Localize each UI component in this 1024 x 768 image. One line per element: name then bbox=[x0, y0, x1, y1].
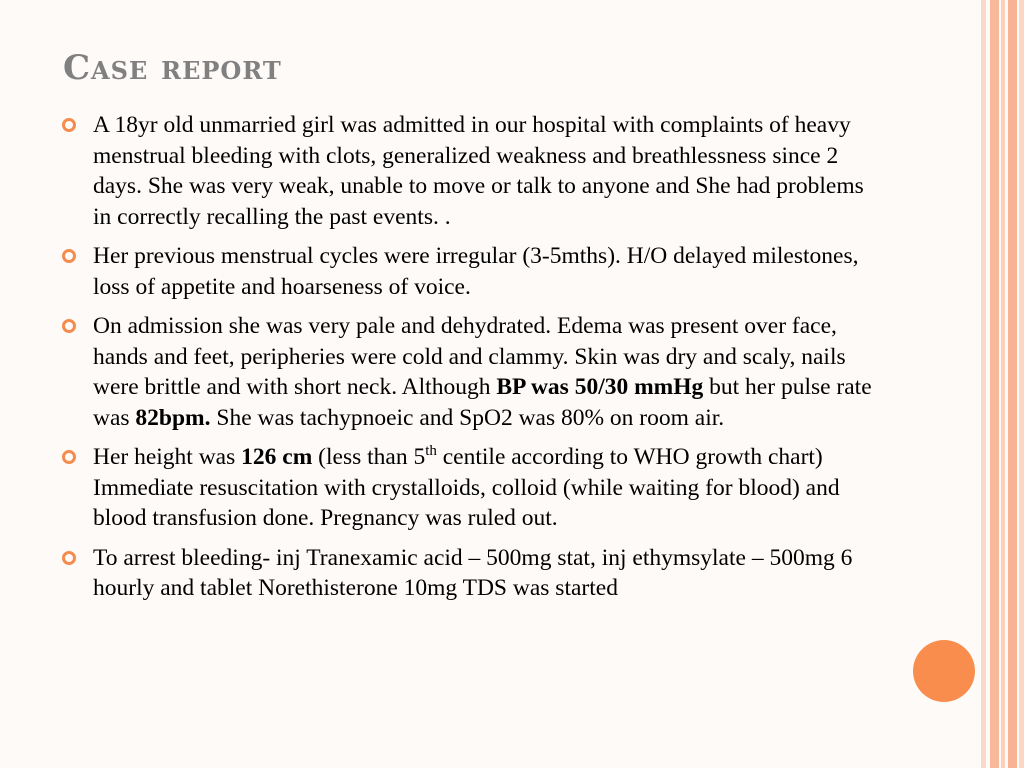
decorative-stripe bbox=[1001, 0, 1005, 768]
bullet-text: Her height was bbox=[93, 444, 242, 470]
bullet-text: centile according to WHO growth chart) Immediate resuscitation with crystalloids, colloid (while waiting for blood) and blood transfusion done. Pregnancy was ruled out. bbox=[93, 444, 840, 531]
decorative-circle-icon bbox=[913, 640, 975, 702]
pulse-value: 82bpm. bbox=[135, 404, 211, 431]
bp-value: BP was 50/30 mmHg bbox=[496, 374, 704, 400]
bullet-marker-icon bbox=[62, 551, 76, 565]
bullet-marker-icon bbox=[62, 450, 76, 464]
bullet-marker-icon bbox=[62, 118, 76, 132]
bullet-item bbox=[60, 241, 880, 302]
bullet-item bbox=[60, 442, 880, 534]
bullet-item bbox=[60, 543, 880, 604]
bullet-text: On admission she was very pale and dehydrated. Edema was present over face, hands and feet, peripheries were cold and clammy. Skin was dry and scaly, nails were brittle and with short neck. Although bbox=[93, 313, 846, 400]
decorative-stripe bbox=[990, 0, 999, 768]
decorative-stripe bbox=[981, 0, 986, 768]
bullet-list bbox=[60, 110, 880, 613]
bullet-text: To arrest bleeding- inj Tranexamic acid – 500mg stat, inj ethymsylate – 500mg 6 hourly and tablet Norethisterone 10mg TDS was started bbox=[93, 544, 853, 601]
bullet-marker-icon bbox=[62, 249, 76, 263]
bullet-text: Her previous menstrual cycles were irregular (3-5mths). H/O delayed milestones, loss of appetite and hoarseness of voice. bbox=[93, 243, 859, 300]
bullet-text: She was tachypnoeic and SpO2 was 80% on room air. bbox=[210, 404, 725, 431]
bullet-item bbox=[60, 311, 880, 433]
bullet-text: (less than 5 bbox=[312, 444, 426, 470]
decorative-stripe bbox=[1008, 0, 1017, 768]
slide-title: Case report bbox=[63, 48, 282, 88]
decorative-stripe bbox=[1019, 0, 1024, 768]
height-value: 126 cm bbox=[241, 444, 313, 470]
bullet-text: A 18yr old unmarried girl was admitted in our hospital with complaints of heavy menstrual bleeding with clots, generalized weakness and breathlessness since 2 days. She was very weak, unable to move or talk to anyone and She had problems in correctly recalling the past events. . bbox=[93, 112, 864, 230]
bullet-marker-icon bbox=[62, 319, 76, 333]
bullet-text: but her pulse rate was bbox=[93, 374, 872, 431]
bullet-item bbox=[60, 110, 880, 232]
superscript: th bbox=[425, 443, 437, 460]
